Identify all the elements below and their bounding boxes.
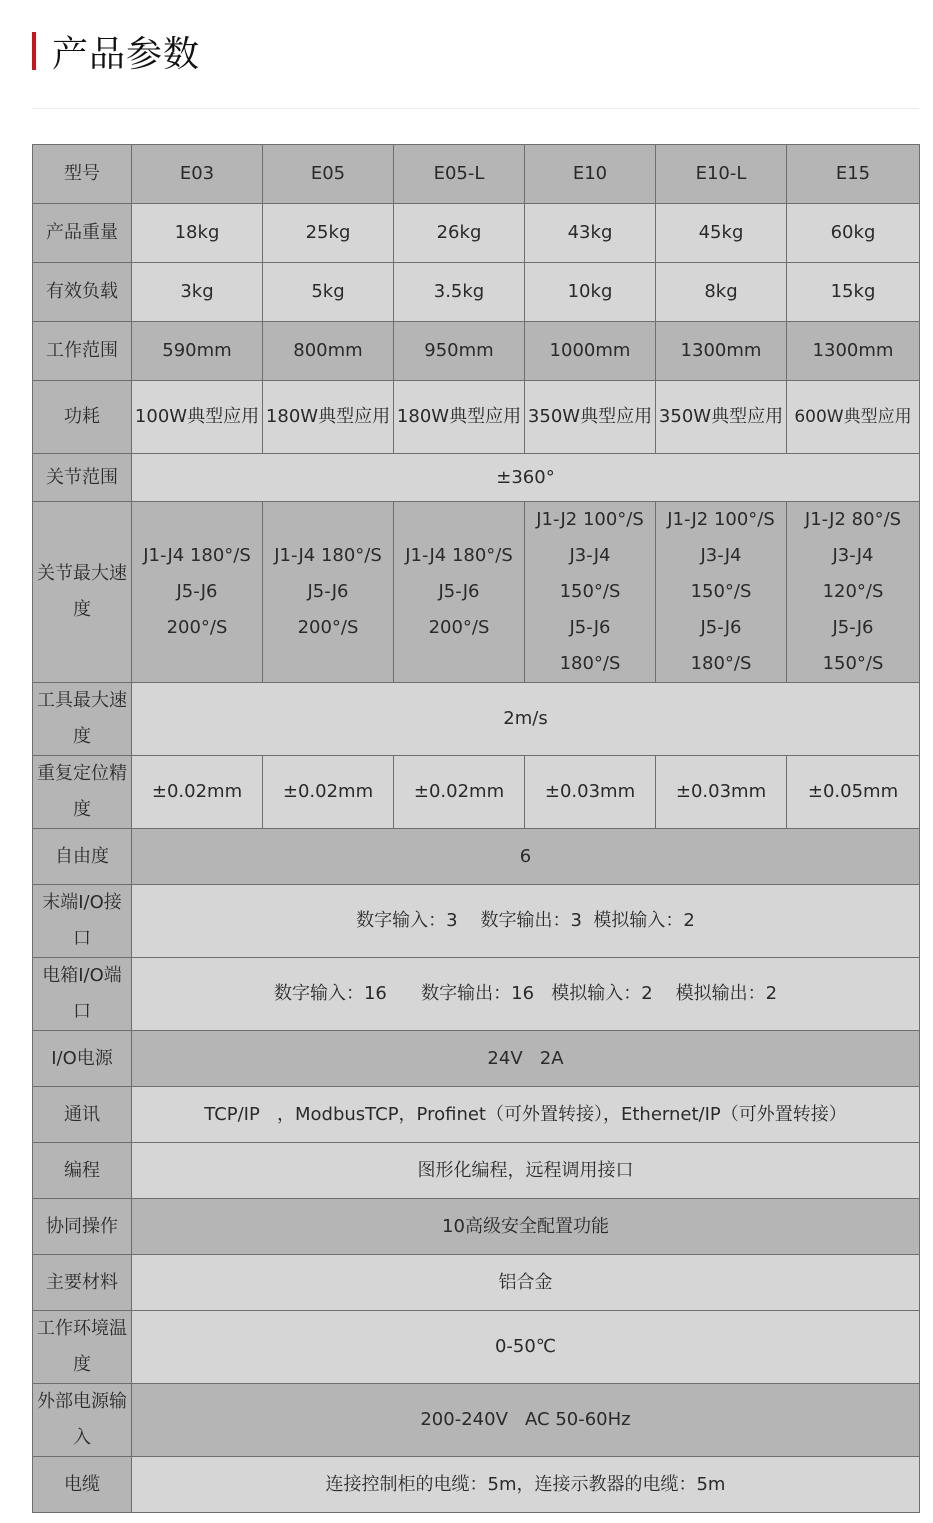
row-dof xyxy=(33,829,920,885)
value-cell: J1-J2 100°/S J3-J4 150°/S J5-J6 180°/S xyxy=(656,502,787,683)
value-cell: 数字输入：16 数字输出：16 模拟输入：2 模拟输出：2 xyxy=(132,958,920,1031)
value-cell: 连接控制柜的电缆：5m，连接示教器的电缆：5m xyxy=(132,1457,920,1513)
value-cell: 10高级安全配置功能 xyxy=(132,1199,920,1255)
value-cell: J1-J2 100°/S J3-J4 150°/S J5-J6 180°/S xyxy=(525,502,656,683)
heading-divider xyxy=(32,108,919,109)
value-cell: J1-J4 180°/S J5-J6 200°/S xyxy=(263,502,394,683)
value-cell: 2m/s xyxy=(132,683,920,756)
value-cell: 350W典型应用 xyxy=(656,381,787,454)
row-label: 功耗 xyxy=(33,381,132,454)
value-cell: ±0.02mm xyxy=(394,756,525,829)
value-cell: 200-240V AC 50-60Hz xyxy=(132,1384,920,1457)
value-cell: 1000mm xyxy=(525,322,656,381)
value-cell: 24V 2A xyxy=(132,1031,920,1087)
value-cell: 18kg xyxy=(132,204,263,263)
row-model xyxy=(33,145,920,204)
value-cell: 1300mm xyxy=(787,322,920,381)
value-cell: 180W典型应用 xyxy=(394,381,525,454)
value-cell: ±0.02mm xyxy=(263,756,394,829)
value-cell: ±0.02mm xyxy=(132,756,263,829)
row-collab xyxy=(33,1199,920,1255)
value-cell: J1-J4 180°/S J5-J6 200°/S xyxy=(394,502,525,683)
row-label: 自由度 xyxy=(33,829,132,885)
row-label: 电缆 xyxy=(33,1457,132,1513)
value-cell: 60kg xyxy=(787,204,920,263)
row-label: 重复定位精度 xyxy=(33,756,132,829)
row-label: 外部电源输入 xyxy=(33,1384,132,1457)
row-label: 协同操作 xyxy=(33,1199,132,1255)
value-cell: 5kg xyxy=(263,263,394,322)
value-cell: 26kg xyxy=(394,204,525,263)
spec-table xyxy=(32,144,920,1513)
value-cell: 180W典型应用 xyxy=(263,381,394,454)
row-payload xyxy=(33,263,920,322)
value-cell: 图形化编程，远程调用接口 xyxy=(132,1143,920,1199)
value-cell: 8kg xyxy=(656,263,787,322)
value-cell: 15kg xyxy=(787,263,920,322)
value-cell: 1300mm xyxy=(656,322,787,381)
model-cell: E03 xyxy=(132,145,263,204)
row-label: 工具最大速度 xyxy=(33,683,132,756)
row-comm xyxy=(33,1087,920,1143)
row-label: 工作范围 xyxy=(33,322,132,381)
value-cell: 0-50℃ xyxy=(132,1311,920,1384)
row-power xyxy=(33,381,920,454)
value-cell: J1-J2 80°/S J3-J4 120°/S J5-J6 150°/S xyxy=(787,502,920,683)
row-reach xyxy=(33,322,920,381)
row-tool-speed xyxy=(33,683,920,756)
value-cell: 数字输入：3 数字输出：3 模拟输入：2 xyxy=(132,885,920,958)
row-label: 工作环境温度 xyxy=(33,1311,132,1384)
value-cell: TCP/IP ，ModbusTCP，Profinet（可外置转接），Ethernet/IP（可外置转接） xyxy=(132,1087,920,1143)
value-cell: 3.5kg xyxy=(394,263,525,322)
row-label: 型号 xyxy=(33,145,132,204)
value-cell: ±0.03mm xyxy=(525,756,656,829)
value-cell: 600W典型应用 xyxy=(787,381,920,454)
row-label: 有效负载 xyxy=(33,263,132,322)
value-cell: 100W典型应用 xyxy=(132,381,263,454)
model-cell: E05-L xyxy=(394,145,525,204)
value-cell: ±360° xyxy=(132,454,920,502)
row-label: 通讯 xyxy=(33,1087,132,1143)
value-cell: 350W典型应用 xyxy=(525,381,656,454)
value-cell: 25kg xyxy=(263,204,394,263)
page-heading xyxy=(32,30,201,75)
row-label: I/O电源 xyxy=(33,1031,132,1087)
value-cell: 800mm xyxy=(263,322,394,381)
value-cell: 铝合金 xyxy=(132,1255,920,1311)
row-cable xyxy=(33,1457,920,1513)
row-label: 关节范围 xyxy=(33,454,132,502)
row-joint-range xyxy=(33,454,920,502)
row-label: 主要材料 xyxy=(33,1255,132,1311)
row-repeatability xyxy=(33,756,920,829)
model-cell: E10-L xyxy=(656,145,787,204)
value-cell: 950mm xyxy=(394,322,525,381)
value-cell: J1-J4 180°/S J5-J6 200°/S xyxy=(132,502,263,683)
row-label: 关节最大速度 xyxy=(33,502,132,683)
row-label: 末端I/O接口 xyxy=(33,885,132,958)
row-box-io xyxy=(33,958,920,1031)
row-temperature xyxy=(33,1311,920,1384)
title-accent-bar xyxy=(32,32,36,70)
value-cell: 45kg xyxy=(656,204,787,263)
row-programming xyxy=(33,1143,920,1199)
model-cell: E05 xyxy=(263,145,394,204)
value-cell: 43kg xyxy=(525,204,656,263)
row-tool-io xyxy=(33,885,920,958)
row-label: 编程 xyxy=(33,1143,132,1199)
row-weight xyxy=(33,204,920,263)
row-label: 产品重量 xyxy=(33,204,132,263)
value-cell: ±0.05mm xyxy=(787,756,920,829)
row-power-input xyxy=(33,1384,920,1457)
value-cell: 6 xyxy=(132,829,920,885)
row-joint-speed xyxy=(33,502,920,683)
row-io-power xyxy=(33,1031,920,1087)
value-cell: 3kg xyxy=(132,263,263,322)
value-cell: 10kg xyxy=(525,263,656,322)
model-cell: E10 xyxy=(525,145,656,204)
value-cell: ±0.03mm xyxy=(656,756,787,829)
row-material xyxy=(33,1255,920,1311)
value-cell: 590mm xyxy=(132,322,263,381)
page-title: 产品参数 xyxy=(52,33,201,75)
row-label: 电箱I/O端口 xyxy=(33,958,132,1031)
model-cell: E15 xyxy=(787,145,920,204)
